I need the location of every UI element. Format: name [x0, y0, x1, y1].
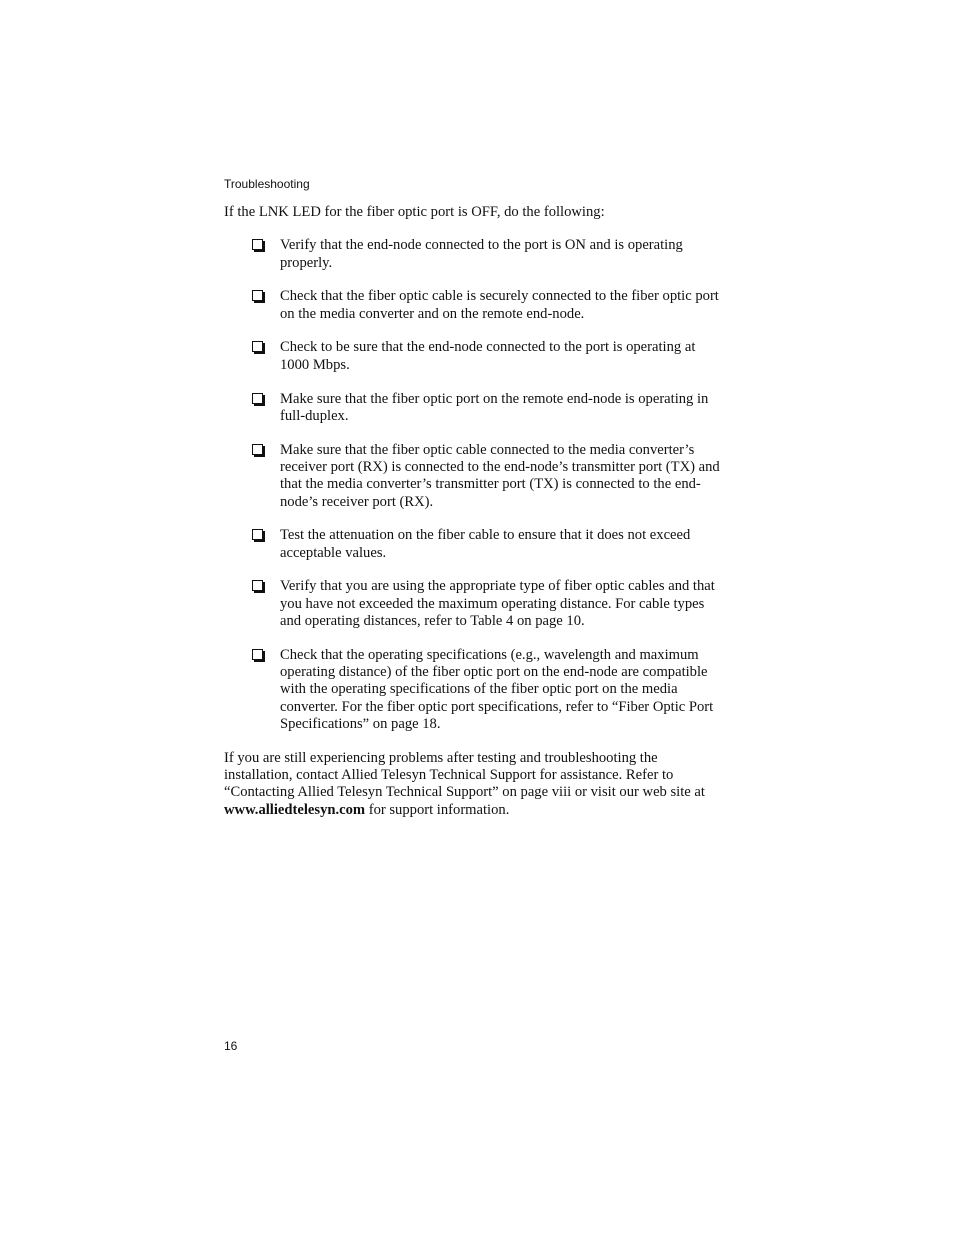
checkbox-icon — [252, 580, 263, 591]
checklist-item-text: Test the attenuation on the fiber cable to ensure that it does not exceed acceptable values. — [280, 527, 691, 561]
checkbox-icon — [252, 393, 263, 404]
checklist-item — [224, 339, 734, 374]
support-text: If you are still experiencing problems after testing and troubleshooting the installation, contact Allied Telesyn Technical Support for assistance. Refer to “Contacting Allied Telesyn Technical Support” on page viii or visit our web site at — [224, 749, 705, 801]
checklist-item — [224, 578, 734, 630]
intro-paragraph: If the LNK LED for the fiber optic port is OFF, do the following: — [224, 204, 605, 220]
checklist-item-text: Make sure that the fiber optic port on the remote end-node is operating in full-duplex. — [280, 390, 709, 424]
support-text-end: for support information. — [365, 801, 510, 818]
checklist-item-text: Verify that the end-node connected to the port is ON and is operating properly. — [280, 237, 683, 271]
running-header: Troubleshooting — [224, 177, 310, 191]
checklist-item-text: Check that the fiber optic cable is securely connected to the fiber optic port on the media converter and on the remote end-node. — [280, 288, 719, 322]
checklist-item — [224, 391, 734, 426]
checklist-item — [224, 237, 734, 272]
checkbox-icon — [252, 529, 263, 540]
website-link[interactable]: www.alliedtelesyn.com — [224, 801, 366, 818]
checkbox-icon — [252, 290, 263, 301]
checklist-item-text: Check to be sure that the end-node connected to the port is operating at 1000 Mbps. — [280, 339, 696, 373]
checklist-item-text: Verify that you are using the appropriate type of fiber optic cables and that you have not exceeded the maximum operating distance. For cable types and operating distances, refer to Table 4 on page 10. — [280, 578, 715, 630]
checklist-item — [224, 647, 734, 733]
checkbox-icon — [252, 341, 263, 352]
page-body — [224, 204, 734, 819]
troubleshooting-checklist — [224, 237, 734, 733]
page-number: 16 — [224, 1039, 238, 1053]
checkbox-icon — [252, 444, 263, 455]
checklist-item — [224, 442, 734, 511]
checklist-item-text: Make sure that the fiber optic cable connected to the media converter’s receiver port (RX) is connected to the end-node’s transmitter port (TX) and that the media converter’s transmitter port (TX) is connected to the end-node’s receiver port (RX). — [280, 441, 720, 510]
checkbox-icon — [252, 649, 263, 660]
checklist-item — [224, 527, 734, 562]
checkbox-icon — [252, 239, 263, 250]
checklist-item-text: Check that the operating specifications (e.g., wavelength and maximum operating distance) of the fiber optic port on the end-node are compatible with the operating specifications of the fiber optic port on the media converter. For the fiber optic port specifications, refer to “Fiber Optic Port Specifications” on page 18. — [280, 646, 714, 733]
checklist-item — [224, 288, 734, 323]
support-paragraph — [224, 750, 734, 819]
